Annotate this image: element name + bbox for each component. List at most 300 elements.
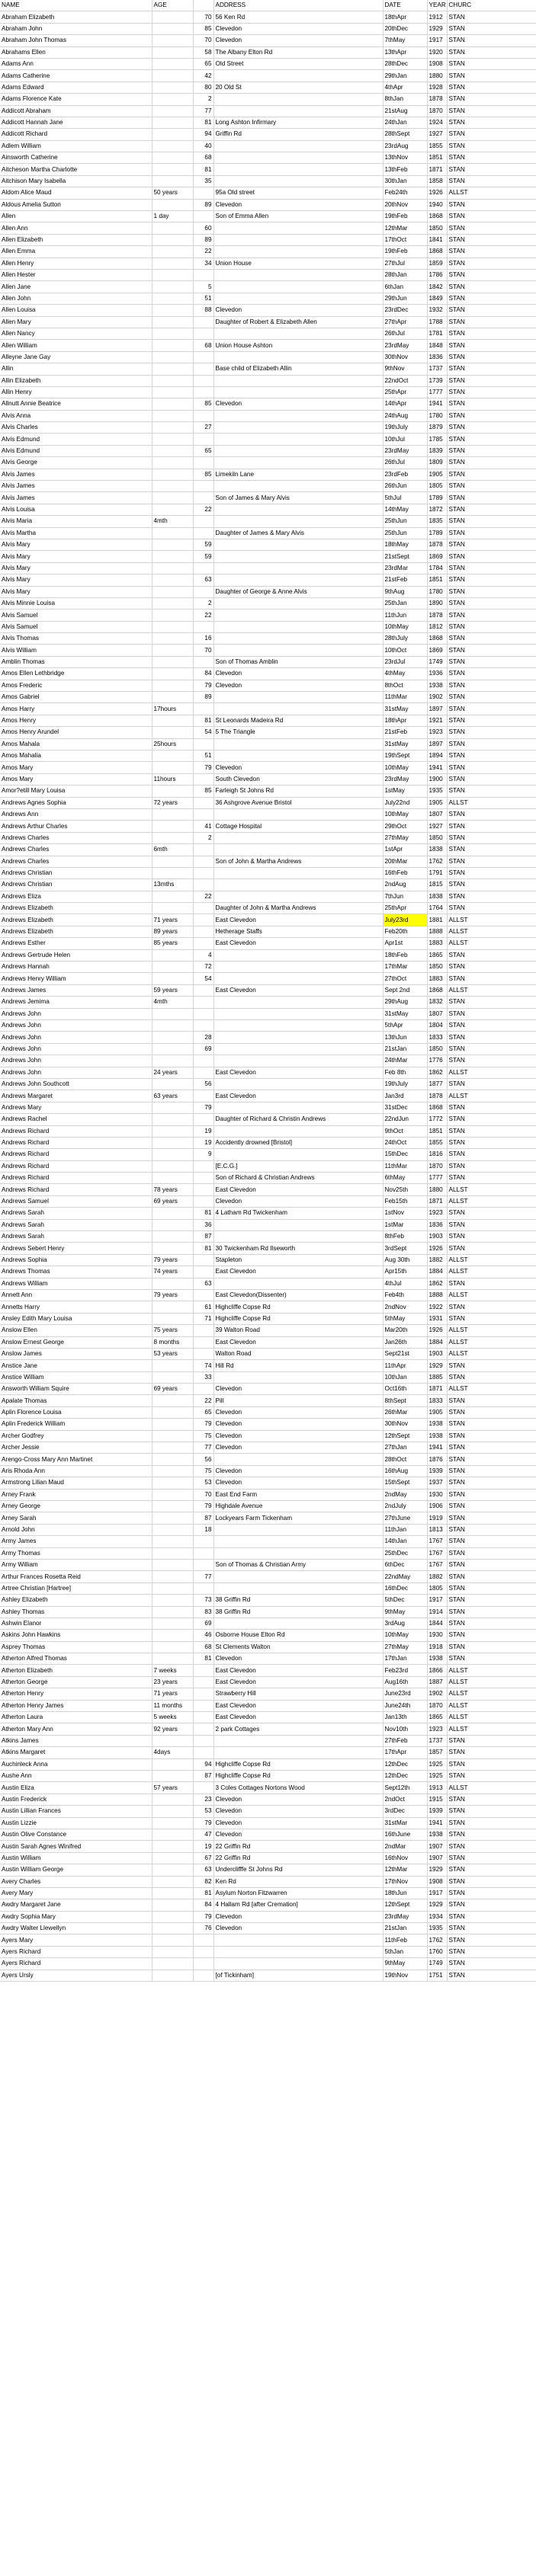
table-row: [0, 1114, 536, 1125]
church-cell: STAN: [447, 222, 536, 234]
name-cell: Atkins James: [0, 1735, 152, 1746]
age-years-cell: 68: [193, 1641, 213, 1653]
table-row: [0, 527, 536, 539]
name-cell: Andrews Margaret: [0, 1090, 152, 1102]
church-cell: STAN: [447, 140, 536, 152]
date-cell: 27thMay: [383, 832, 427, 843]
address-cell: East Clevedon: [213, 1184, 383, 1195]
address-cell: [213, 1536, 383, 1547]
age-years-cell: 56: [193, 1078, 213, 1090]
age-years-cell: [193, 481, 213, 492]
address-cell: [213, 70, 383, 82]
table-row: [0, 94, 536, 105]
age-text-cell: 69 years: [152, 1195, 193, 1207]
church-cell: STAN: [447, 703, 536, 715]
name-cell: Alvis Mary: [0, 539, 152, 550]
date-cell: 9thNov: [383, 363, 427, 375]
date-cell: 24thMar: [383, 1055, 427, 1067]
table-row: [0, 1032, 536, 1043]
age-text-cell: [152, 1864, 193, 1876]
age-years-cell: [193, 1934, 213, 1946]
age-years-cell: [193, 1254, 213, 1266]
church-cell: STAN: [447, 1137, 536, 1148]
name-cell: Andrews Elizabeth: [0, 903, 152, 914]
church-cell: STAN: [447, 1114, 536, 1125]
address-cell: East Clevedon: [213, 1266, 383, 1278]
age-text-cell: [152, 58, 193, 69]
date-cell: 17thJan: [383, 1653, 427, 1665]
age-years-cell: 65: [193, 445, 213, 456]
age-text-cell: [152, 1032, 193, 1043]
name-cell: Annetts Harry: [0, 1301, 152, 1313]
age-years-cell: 75: [193, 1430, 213, 1442]
date-cell: 2ndJuly: [383, 1501, 427, 1512]
name-cell: Archer Jessie: [0, 1442, 152, 1454]
date-cell: 22ndJun: [383, 1114, 427, 1125]
address-cell: Clevedon: [213, 1477, 383, 1489]
age-years-cell: 80: [193, 82, 213, 93]
age-text-cell: 63 years: [152, 1090, 193, 1102]
age-years-cell: [193, 1090, 213, 1102]
table-row: [0, 656, 536, 667]
age-text-cell: [152, 1125, 193, 1137]
age-text-cell: 6mth: [152, 844, 193, 856]
address-cell: [213, 481, 383, 492]
age-text-cell: [152, 867, 193, 878]
age-text-cell: [152, 1958, 193, 1970]
church-cell: STAN: [447, 1841, 536, 1852]
age-text-cell: [152, 1887, 193, 1899]
date-cell: 19thSept: [383, 750, 427, 762]
age-text-cell: [152, 539, 193, 550]
name-cell: Amos Mary: [0, 773, 152, 785]
table-row: [0, 1852, 536, 1864]
date-cell: Sept12th: [383, 1782, 427, 1794]
age-text-cell: 71 years: [152, 1688, 193, 1700]
year-cell: 1885: [427, 1371, 447, 1383]
age-years-cell: [193, 856, 213, 867]
table-row: [0, 1454, 536, 1465]
date-cell: 7thJun: [383, 891, 427, 902]
name-cell: Andrews Richard: [0, 1125, 152, 1137]
name-cell: Austin Olive Constance: [0, 1829, 152, 1840]
year-cell: 1905: [427, 469, 447, 480]
year-cell: 1887: [427, 1676, 447, 1688]
table-row: [0, 117, 536, 128]
age-years-cell: 67: [193, 1852, 213, 1864]
age-text-cell: [152, 1794, 193, 1805]
church-cell: STAN: [447, 1946, 536, 1957]
year-cell: 1850: [427, 832, 447, 843]
date-cell: 23rdMay: [383, 773, 427, 785]
age-text-cell: [152, 234, 193, 245]
address-cell: Clevedon: [213, 1406, 383, 1418]
age-years-cell: [193, 656, 213, 667]
church-cell: STAN: [447, 457, 536, 469]
name-cell: Ayers Richard: [0, 1958, 152, 1970]
date-cell: Feb23rd: [383, 1665, 427, 1676]
name-cell: Andrews Charles: [0, 832, 152, 843]
name-cell: Alvis Mary: [0, 574, 152, 586]
name-cell: Andrews Sarah: [0, 1231, 152, 1243]
address-cell: [213, 164, 383, 175]
address-cell: 95a Old street: [213, 187, 383, 199]
table-row: [0, 879, 536, 891]
age-text-cell: [152, 492, 193, 504]
year-cell: 1923: [427, 1208, 447, 1219]
church-cell: STAN: [447, 445, 536, 456]
name-cell: Amos Gabriel: [0, 692, 152, 703]
age-years-cell: [193, 269, 213, 280]
table-row: [0, 363, 536, 375]
age-text-cell: [152, 1442, 193, 1454]
age-years-cell: 51: [193, 293, 213, 304]
year-cell: 1762: [427, 856, 447, 867]
church-cell: STAN: [447, 258, 536, 269]
table-row: [0, 187, 536, 199]
church-cell: STAN: [447, 94, 536, 105]
age-text-cell: [152, 363, 193, 375]
address-cell: [213, 1019, 383, 1031]
address-cell: [213, 1055, 383, 1067]
date-cell: 28thJuly: [383, 633, 427, 645]
date-cell: 2ndNov: [383, 1301, 427, 1313]
name-cell: Alvis William: [0, 645, 152, 656]
year-cell: 1908: [427, 58, 447, 69]
date-cell: 1stMar: [383, 1219, 427, 1230]
church-cell: STAN: [447, 492, 536, 504]
age-years-cell: [193, 1325, 213, 1336]
age-years-cell: 79: [193, 1501, 213, 1512]
year-cell: 1915: [427, 1794, 447, 1805]
age-text-cell: [152, 1923, 193, 1934]
church-cell: STAN: [447, 175, 536, 187]
year-cell: 1883: [427, 938, 447, 949]
table-row: [0, 281, 536, 293]
table-row: [0, 1653, 536, 1665]
church-cell: STAN: [447, 1395, 536, 1406]
year-cell: 1777: [427, 1173, 447, 1184]
date-cell: 1stNov: [383, 1208, 427, 1219]
address-cell: [213, 962, 383, 973]
table-row: [0, 1665, 536, 1676]
date-cell: July22nd: [383, 797, 427, 808]
year-cell: 1866: [427, 1665, 447, 1676]
table-row: [0, 844, 536, 856]
year-cell: 1858: [427, 175, 447, 187]
age-text-cell: [152, 727, 193, 738]
table-row: [0, 867, 536, 878]
name-cell: Army William: [0, 1559, 152, 1570]
age-text-cell: 8 months: [152, 1336, 193, 1348]
age-text-cell: 85 years: [152, 938, 193, 949]
address-cell: [213, 281, 383, 293]
date-cell: 14thJan: [383, 1536, 427, 1547]
year-cell: 1868: [427, 211, 447, 222]
date-cell: 12thMar: [383, 1864, 427, 1876]
year-cell: 1923: [427, 727, 447, 738]
church-cell: STAN: [447, 1489, 536, 1500]
church-cell: STAN: [447, 70, 536, 82]
age-text-cell: 13mths: [152, 879, 193, 891]
church-cell: ALLST: [447, 1325, 536, 1336]
table-row: [0, 586, 536, 597]
church-cell: STAN: [447, 1524, 536, 1535]
address-cell: [213, 703, 383, 715]
table-row: [0, 1700, 536, 1711]
year-cell: 1739: [427, 375, 447, 386]
address-cell: [213, 645, 383, 656]
table-row: [0, 410, 536, 421]
name-cell: Amos Harry: [0, 703, 152, 715]
date-cell: 27thJune: [383, 1512, 427, 1524]
name-cell: Archer Godfrey: [0, 1430, 152, 1442]
date-cell: 23rdMay: [383, 1911, 427, 1922]
date-cell: 10thOct: [383, 645, 427, 656]
age-years-cell: 94: [193, 1758, 213, 1770]
name-cell: Arnold John: [0, 1524, 152, 1535]
date-cell: 17thApr: [383, 1747, 427, 1758]
church-cell: STAN: [447, 1923, 536, 1934]
church-cell: STAN: [447, 1219, 536, 1230]
table-row: [0, 962, 536, 973]
address-cell: Clevedon: [213, 1419, 383, 1430]
date-cell: 30thNov: [383, 351, 427, 363]
date-cell: 18thApr: [383, 11, 427, 23]
address-cell: Highdale Avenue: [213, 1501, 383, 1512]
age-years-cell: [193, 375, 213, 386]
name-cell: Allen Emma: [0, 246, 152, 258]
age-years-cell: 75: [193, 1465, 213, 1477]
year-cell: 1938: [427, 1430, 447, 1442]
age-text-cell: 57 years: [152, 1782, 193, 1794]
name-cell: Amos Ellen Lethbridge: [0, 668, 152, 680]
date-cell: 20thDec: [383, 23, 427, 34]
date-cell: Jan26th: [383, 1336, 427, 1348]
year-cell: 1751: [427, 1970, 447, 1981]
date-cell: 4thMay: [383, 668, 427, 680]
date-cell: 12thSept: [383, 1430, 427, 1442]
table-row: [0, 1864, 536, 1876]
church-cell: STAN: [447, 1231, 536, 1243]
age-years-cell: [193, 457, 213, 469]
address-cell: Daughter of James & Mary Alvis: [213, 527, 383, 539]
name-cell: Alvis George: [0, 457, 152, 469]
age-years-cell: 22: [193, 246, 213, 258]
age-text-cell: [152, 305, 193, 316]
year-cell: 1786: [427, 269, 447, 280]
age-text-cell: 23 years: [152, 1676, 193, 1688]
age-text-cell: 71 years: [152, 914, 193, 926]
address-cell: Strawberry Hill: [213, 1688, 383, 1700]
age-years-cell: 81: [193, 1653, 213, 1665]
age-years-cell: [193, 1712, 213, 1723]
name-cell: Alvis Charles: [0, 422, 152, 434]
age-text-cell: [152, 246, 193, 258]
name-cell: Atherton Mary Ann: [0, 1723, 152, 1735]
date-cell: 10thMay: [383, 621, 427, 632]
age-years-cell: 87: [193, 1512, 213, 1524]
age-text-cell: [152, 692, 193, 703]
age-text-cell: [152, 70, 193, 82]
year-cell: 1906: [427, 1501, 447, 1512]
address-cell: Clevedon: [213, 199, 383, 210]
church-cell: ALLST: [447, 1090, 536, 1102]
address-cell: Asylum Norton Fitzwarren: [213, 1887, 383, 1899]
name-cell: Avery Charles: [0, 1876, 152, 1887]
church-cell: ALLST: [447, 1676, 536, 1688]
age-years-cell: 74: [193, 1360, 213, 1371]
address-cell: Limekiln Lane: [213, 469, 383, 480]
church-cell: STAN: [447, 1653, 536, 1665]
address-cell: South Clevedon: [213, 773, 383, 785]
church-cell: STAN: [447, 422, 536, 434]
age-years-cell: 54: [193, 727, 213, 738]
name-cell: Austin William George: [0, 1864, 152, 1876]
year-cell: 1894: [427, 750, 447, 762]
year-cell: 1912: [427, 11, 447, 23]
church-cell: STAN: [447, 562, 536, 574]
church-cell: STAN: [447, 1899, 536, 1911]
church-cell: STAN: [447, 1934, 536, 1946]
year-cell: 1908: [427, 1876, 447, 1887]
age-years-cell: 2: [193, 597, 213, 609]
age-text-cell: [152, 750, 193, 762]
date-cell: 5thApr: [383, 1019, 427, 1031]
age-text-cell: 78 years: [152, 1184, 193, 1195]
church-cell: STAN: [447, 1806, 536, 1817]
address-cell: [213, 504, 383, 515]
age-years-cell: 5: [193, 281, 213, 293]
age-years-cell: 68: [193, 340, 213, 351]
age-text-cell: [152, 258, 193, 269]
age-text-cell: [152, 1102, 193, 1113]
table-row: [0, 1160, 536, 1172]
address-cell: Base child of Elizabeth Allin: [213, 363, 383, 375]
year-cell: 1776: [427, 1055, 447, 1067]
church-cell: STAN: [447, 808, 536, 820]
address-cell: [213, 105, 383, 117]
year-cell: 1918: [427, 1641, 447, 1653]
name-cell: Asprey Thomas: [0, 1641, 152, 1653]
name-cell: Andrews Richard: [0, 1160, 152, 1172]
address-cell: [213, 1934, 383, 1946]
table-row: [0, 269, 536, 280]
table-row: [0, 1970, 536, 1981]
age-text-cell: 11 months: [152, 1700, 193, 1711]
year-cell: 1849: [427, 293, 447, 304]
age-text-cell: [152, 152, 193, 164]
name-cell: Allen John: [0, 293, 152, 304]
church-cell: STAN: [447, 1794, 536, 1805]
name-cell: Allin Henry: [0, 386, 152, 398]
age-years-cell: 27: [193, 422, 213, 434]
address-cell: Clevedon: [213, 1653, 383, 1665]
age-text-cell: [152, 1829, 193, 1840]
table-row: [0, 1254, 536, 1266]
church-cell: STAN: [447, 762, 536, 773]
church-cell: STAN: [447, 727, 536, 738]
age-text-cell: [152, 46, 193, 58]
church-cell: STAN: [447, 832, 536, 843]
church-cell: STAN: [447, 375, 536, 386]
church-cell: STAN: [447, 1512, 536, 1524]
year-cell: 1760: [427, 1946, 447, 1957]
address-cell: Hill Rd: [213, 1360, 383, 1371]
date-cell: July23rd: [383, 914, 427, 926]
table-row: [0, 1782, 536, 1794]
table-row: [0, 164, 536, 175]
address-cell: [213, 574, 383, 586]
table-row: [0, 1934, 536, 1946]
year-cell: 1780: [427, 410, 447, 421]
header-address: ADDRESS: [213, 0, 383, 11]
date-cell: 2ndMay: [383, 1489, 427, 1500]
church-cell: STAN: [447, 1958, 536, 1970]
table-row: [0, 1794, 536, 1805]
year-cell: 1804: [427, 1019, 447, 1031]
age-text-cell: [152, 1501, 193, 1512]
name-cell: Alvis Thomas: [0, 633, 152, 645]
date-cell: 12thMar: [383, 222, 427, 234]
address-cell: [213, 844, 383, 856]
church-cell: STAN: [447, 1208, 536, 1219]
age-years-cell: [193, 1688, 213, 1700]
year-cell: 1851: [427, 152, 447, 164]
address-cell: [213, 1008, 383, 1019]
age-years-cell: [193, 1665, 213, 1676]
year-cell: 1868: [427, 246, 447, 258]
table-row: [0, 1676, 536, 1688]
name-cell: Amor?etill Mary Louisa: [0, 786, 152, 797]
age-text-cell: [152, 422, 193, 434]
age-years-cell: [193, 1723, 213, 1735]
address-cell: [213, 457, 383, 469]
name-cell: Anstice Jane: [0, 1360, 152, 1371]
church-cell: STAN: [447, 856, 536, 867]
church-cell: STAN: [447, 867, 536, 878]
age-years-cell: [193, 516, 213, 527]
address-cell: [213, 222, 383, 234]
age-text-cell: [152, 1946, 193, 1957]
name-cell: Andrews Sarah: [0, 1219, 152, 1230]
age-years-cell: [193, 984, 213, 996]
date-cell: Oct16th: [383, 1384, 427, 1395]
table-row: [0, 891, 536, 902]
name-cell: Allen Ann: [0, 222, 152, 234]
year-cell: 1935: [427, 1923, 447, 1934]
address-cell: [213, 551, 383, 562]
age-text-cell: [152, 1852, 193, 1864]
address-cell: East Clevedon: [213, 1067, 383, 1078]
church-cell: STAN: [447, 1770, 536, 1781]
age-text-cell: [152, 715, 193, 726]
date-cell: 4thApr: [383, 82, 427, 93]
church-cell: STAN: [447, 386, 536, 398]
address-cell: [213, 375, 383, 386]
table-row: [0, 1512, 536, 1524]
date-cell: 24thOct: [383, 1137, 427, 1148]
church-cell: STAN: [447, 1829, 536, 1840]
age-years-cell: 2: [193, 94, 213, 105]
address-cell: 3 Coles Cottages Nortons Wood: [213, 1782, 383, 1794]
age-text-cell: [152, 786, 193, 797]
church-cell: STAN: [447, 1160, 536, 1172]
address-cell: East Clevedon: [213, 1665, 383, 1676]
year-cell: 1937: [427, 1477, 447, 1489]
age-years-cell: [193, 386, 213, 398]
date-cell: 3rdSept: [383, 1243, 427, 1254]
